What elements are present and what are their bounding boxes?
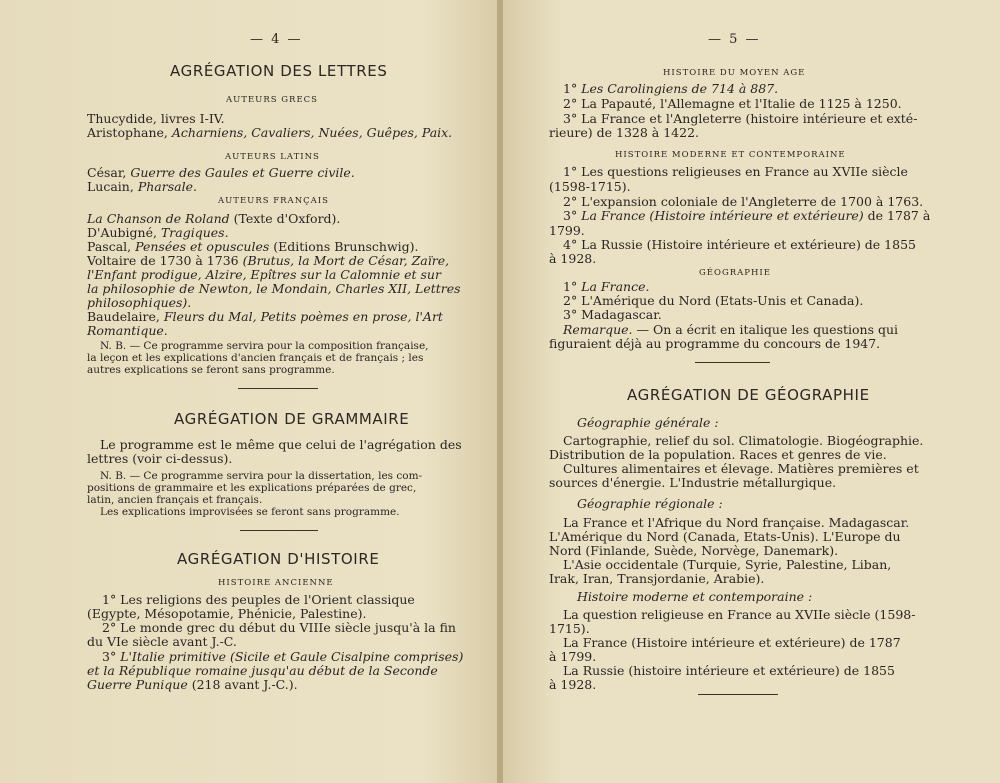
text-line: à 1928. xyxy=(549,251,597,266)
note-line: N. B. — Ce programme servira pour la dissertation, les com- xyxy=(100,470,423,482)
section-divider xyxy=(240,530,318,531)
section-title-histoire: AGRÉGATION D'HISTOIRE xyxy=(177,550,380,568)
text-line: Le programme est le même que celui de l'agrégation des xyxy=(100,437,462,452)
text-line: philosophiques). xyxy=(87,295,192,310)
text-line: La France et l'Afrique du Nord française. Madagascar. xyxy=(563,515,910,530)
text-line: 2° Le monde grec du début du VIIIe siècle jusqu'à la fin xyxy=(102,620,456,635)
text-line: 2° L'Amérique du Nord (Etats-Unis et Canada). xyxy=(563,293,864,308)
text-line: à 1928. xyxy=(549,677,597,692)
subheading-auteurs-grecs: AUTEURS GRECS xyxy=(226,95,318,105)
page-number: — 4 — xyxy=(250,32,303,47)
text-line: La Chanson de Roland (Texte d'Oxford). xyxy=(87,211,341,226)
subheading-histoire-moderne: HISTOIRE MODERNE ET CONTEMPORAINE xyxy=(615,150,846,160)
note-line: positions de grammaire et les explications préparées de grec, xyxy=(87,482,417,494)
text-line: Romantique. xyxy=(87,323,168,338)
text-line: et la République romaine jusqu'au début de la Seconde xyxy=(87,663,438,678)
text-line: 3° La France et l'Angleterre (histoire intérieure et exté- xyxy=(563,111,918,126)
text-line: 3° Madagascar. xyxy=(563,307,662,322)
note-line: N. B. — Ce programme servira pour la composition française, xyxy=(100,340,429,352)
text-line: Baudelaire, Fleurs du Mal, Petits poèmes en prose, l'Art xyxy=(87,309,443,324)
right-page xyxy=(503,0,1000,783)
text-line: 4° La Russie (Histoire intérieure et extérieure) de 1855 xyxy=(563,237,916,252)
text-line: La question religieuse en France au XVIIe siècle (1598- xyxy=(563,607,916,622)
note-line: Les explications improvisées se feront sans programme. xyxy=(100,506,400,518)
section-title-geographie: AGRÉGATION DE GÉOGRAPHIE xyxy=(627,386,870,404)
text-line: 3° L'Italie primitive (Sicile et Gaule Cisalpine comprises) xyxy=(102,649,464,664)
text-line: César, Guerre des Gaules et Guerre civile. xyxy=(87,165,355,180)
text-line: 1° Les religions des peuples de l'Orient classique xyxy=(102,592,415,607)
text-line: 2° La Papauté, l'Allemagne et l'Italie de 1125 à 1250. xyxy=(563,96,902,111)
text-line: Thucydide, livres I-IV. xyxy=(87,111,225,126)
text-line: Aristophane, Acharniens, Cavaliers, Nuées, Guêpes, Paix. xyxy=(87,125,453,140)
text-line: Remarque. — On a écrit en italique les questions qui xyxy=(563,322,899,337)
text-line: 1° Les Carolingiens de 714 à 887. xyxy=(563,81,779,96)
text-line: La France (Histoire intérieure et extérieure) de 1787 xyxy=(563,635,901,650)
text-line: (Egypte, Mésopotamie, Phénicie, Palestine). xyxy=(87,606,367,621)
text-line: Lucain, Pharsale. xyxy=(87,179,197,194)
section-title-lettres: AGRÉGATION DES LETTRES xyxy=(170,62,388,80)
section-title-grammaire: AGRÉGATION DE GRAMMAIRE xyxy=(174,410,410,428)
text-line: du VIe siècle avant J.-C. xyxy=(87,634,237,649)
text-line: Irak, Iran, Transjordanie, Arabie). xyxy=(549,571,765,586)
subheading-moyen-age: HISTOIRE DU MOYEN AGE xyxy=(663,68,806,78)
text-line: l'Enfant prodigue, Alzire, Epîtres sur la Calomnie et sur xyxy=(87,267,441,282)
text-line: L'Asie occidentale (Turquie, Syrie, Palestine, Liban, xyxy=(563,557,892,572)
text-line: rieure) de 1328 à 1422. xyxy=(549,125,700,140)
text-line: 1715). xyxy=(549,621,590,636)
text-line: lettres (voir ci-dessus). xyxy=(87,451,233,466)
subheading-auteurs-latins: AUTEURS LATINS xyxy=(225,152,320,162)
subheading-auteurs-francais: AUTEURS FRANÇAIS xyxy=(218,196,329,206)
text-line: Guerre Punique (218 avant J.-C.). xyxy=(87,677,298,692)
text-line: D'Aubigné, Tragiques. xyxy=(87,225,229,240)
text-line: La Russie (histoire intérieure et extérieure) de 1855 xyxy=(563,663,895,678)
text-line: (1598-1715). xyxy=(549,179,631,194)
text-line: Nord (Finlande, Suède, Norvège, Danemark). xyxy=(549,543,839,558)
text-line: Cartographie, relief du sol. Climatologie. Biogéographie. xyxy=(563,433,924,448)
text-line: 1° Les questions religieuses en France au XVIIe siècle xyxy=(563,164,908,179)
text-line: Cultures alimentaires et élevage. Matières premières et xyxy=(563,461,919,476)
left-page xyxy=(0,0,497,783)
subheading-geographie-generale: Géographie générale : xyxy=(577,415,719,430)
note-line: autres explications se feront sans programme. xyxy=(87,364,335,376)
text-line: 1° La France. xyxy=(563,279,650,294)
subheading-geographie: GÉOGRAPHIE xyxy=(699,268,771,278)
text-line: 2° L'expansion coloniale de l'Angleterre de 1700 à 1763. xyxy=(563,194,924,209)
text-line: Pascal, Pensées et opuscules (Editions Brunschwig). xyxy=(87,239,419,254)
section-divider xyxy=(698,694,778,695)
text-line: à 1799. xyxy=(549,649,597,664)
text-line: L'Amérique du Nord (Canada, Etats-Unis). L'Europe du xyxy=(549,529,901,544)
text-line: 3° La France (Histoire intérieure et extérieure) de 1787 à xyxy=(563,208,931,223)
text-line: sources d'énergie. L'Industrie métallurgique. xyxy=(549,475,837,490)
note-line: latin, ancien français et français. xyxy=(87,494,263,506)
subheading-histoire-ancienne: HISTOIRE ANCIENNE xyxy=(218,578,334,588)
subheading-histoire-moderne-contemporaine: Histoire moderne et contemporaine : xyxy=(577,589,813,604)
page-number: — 5 — xyxy=(708,32,761,47)
text-line: 1799. xyxy=(549,223,585,238)
note-line: la leçon et les explications d'ancien français et de français ; les xyxy=(87,352,424,364)
subheading-geographie-regionale: Géographie régionale : xyxy=(577,496,723,511)
section-divider xyxy=(238,388,318,389)
text-line: figuraient déjà au programme du concours de 1947. xyxy=(549,336,881,351)
text-line: la philosophie de Newton, le Mondain, Charles XII, Lettres xyxy=(87,281,461,296)
section-divider xyxy=(695,362,770,363)
text-line: Voltaire de 1730 à 1736 (Brutus, la Mort de César, Zaïre, xyxy=(87,253,450,268)
text-line: Distribution de la population. Races et genres de vie. xyxy=(549,447,887,462)
